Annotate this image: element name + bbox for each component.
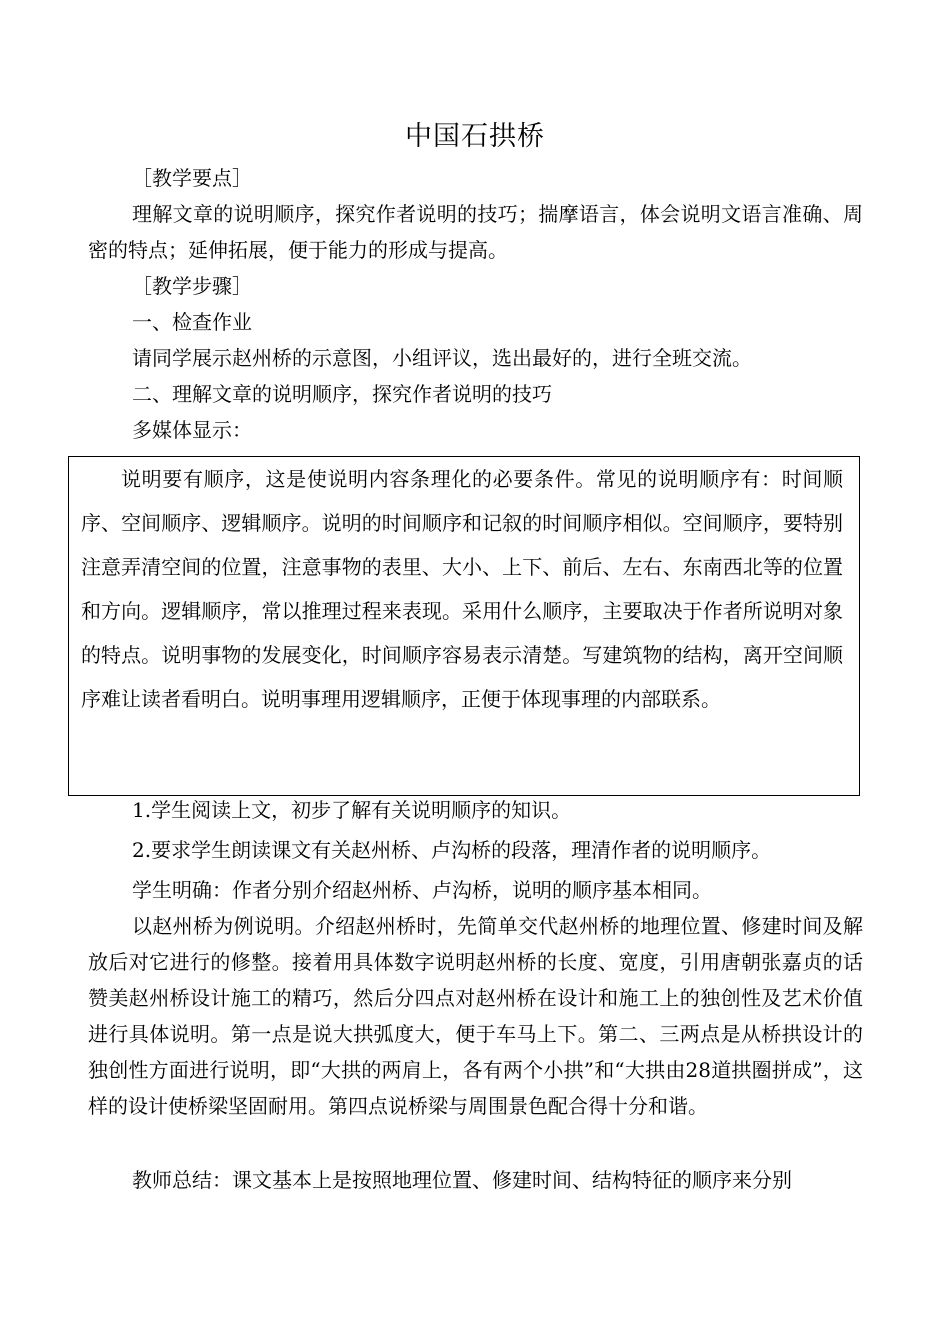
- multimedia-box: [68, 456, 860, 796]
- teaching-points-heading: ［教学要点］: [132, 166, 252, 190]
- step2-heading: 二、理解文章的说明顺序，探究作者说明的技巧: [132, 382, 552, 406]
- multimedia-label: 多媒体显示：: [132, 418, 252, 442]
- example-paragraph: 以赵州桥为例说明。介绍赵州桥时，先简单交代赵州桥的地理位置、修建时间及解放后对它进行的修整。接着用具体数字说明赵州桥的长度、宽度，引用唐朝张嘉贞的话赞美赵州桥设计施工的精巧，然后分四点对赵州桥在设计和施工上的独创性及艺术价值进行具体说明。第一点是说大拱弧度大，便于车马上下。第二、三两点是从桥拱设计的独创性方面进行说明，即“大拱的两肩上，各有两个小拱”和“大拱由28道拱圈拼成”，这样的设计使桥梁坚固耐用。第四点说桥梁与周围景色配合得十分和谐。: [88, 914, 863, 1118]
- step1-paragraph: 请同学展示赵州桥的示意图，小组评议，选出最好的，进行全班交流。: [132, 346, 752, 370]
- item-2: 2.要求学生朗读课文有关赵州桥、卢沟桥的段落，理清作者的说明顺序。: [132, 838, 772, 862]
- student-clarify-paragraph: 学生明确：作者分别介绍赵州桥、卢沟桥，说明的顺序基本相同。: [132, 878, 712, 902]
- item-1: 1.学生阅读上文，初步了解有关说明顺序的知识。: [132, 798, 572, 822]
- document-title: 中国石拱桥: [405, 121, 545, 152]
- multimedia-box-text: 说明要有顺序，这是使说明内容条理化的必要条件。常见的说明顺序有：时间顺序、空间顺序、逻辑顺序。说明的时间顺序和记叙的时间顺序相似。空间顺序，要特别注意弄清空间的位置，注意事物的表里、大小、上下、前后、左右、东南西北等的位置和方向。逻辑顺序，常以推理过程来表现。采用什么顺序，主要取决于作者所说明对象的特点。说明事物的发展变化，时间顺序容易表示清楚。写建筑物的结构，离开空间顺序难让读者看明白。说明事理用逻辑顺序，正便于体现事理的内部联系。: [81, 467, 843, 711]
- teaching-points-paragraph: 理解文章的说明顺序，探究作者说明的技巧；揣摩语言，体会说明文语言准确、周密的特点；延伸拓展，便于能力的形成与提高。: [88, 202, 863, 262]
- teaching-steps-heading: ［教学步骤］: [132, 274, 252, 298]
- step1-heading: 一、检查作业: [132, 310, 252, 334]
- teacher-summary-paragraph: 教师总结：课文基本上是按照地理位置、修建时间、结构特征的顺序来分别: [132, 1168, 792, 1192]
